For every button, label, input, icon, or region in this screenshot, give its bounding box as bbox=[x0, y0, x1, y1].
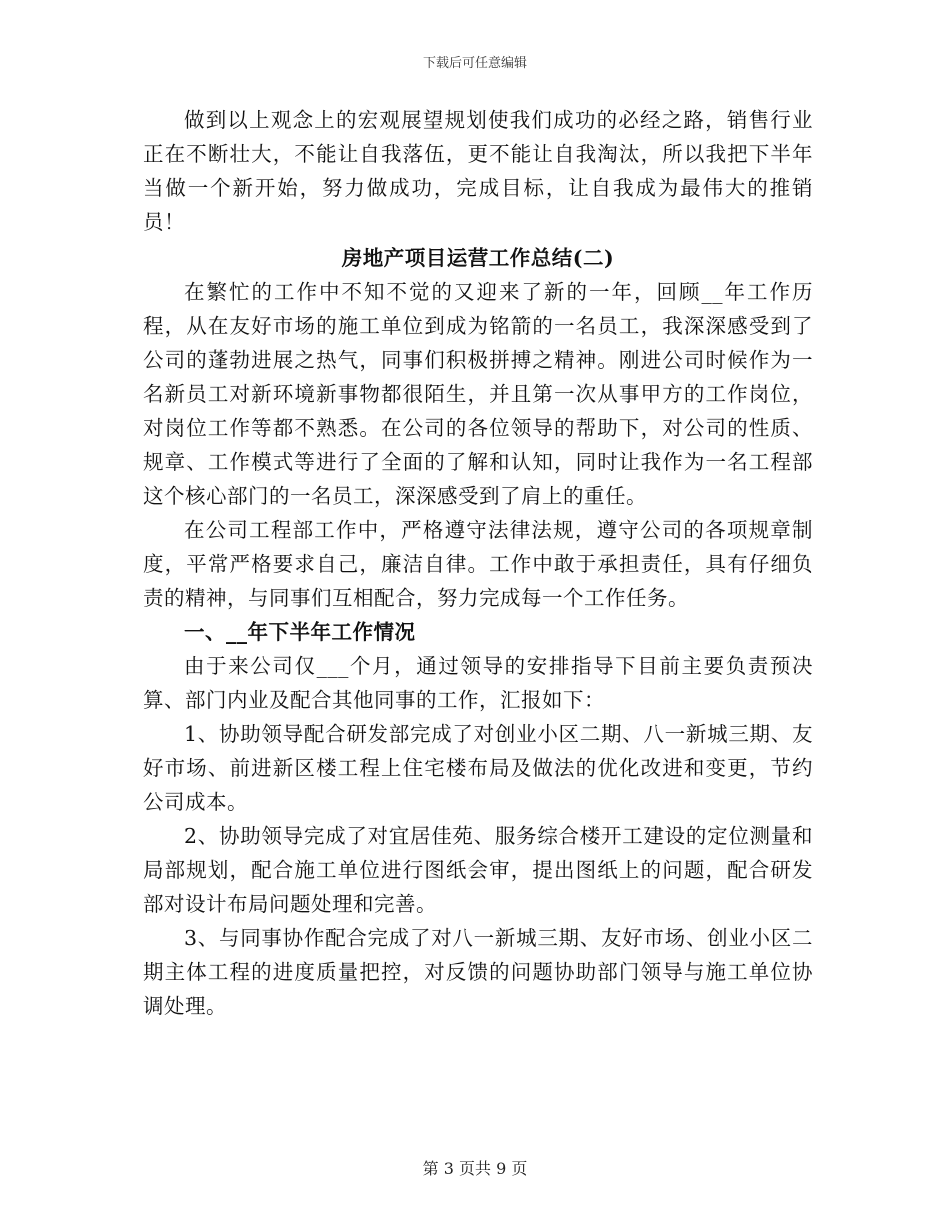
section-heading-1: 一、__年下半年工作情况 bbox=[184, 620, 416, 644]
page-number: 第 3 页共 9 页 bbox=[422, 1159, 528, 1178]
paragraph-intro: 在繁忙的工作中不知不觉的又迎来了新的一年，回顾__年工作历程，从在友好市场的施工单位到成为铭箭的一名员工，我深深感受到了公司的蓬勃进展之热气，同事们积极拼搏之精神。刚进公司时候作为一名新员工对新环境新事物都很陌生，并且第一次从事甲方的工作岗位，对岗位工作等都不熟悉。在公司的各位领导的帮助下，对公司的性质、规章、工作模式等进行了全面的了解和认知，同时让我作为一名工程部这个核心部门的一名员工，深深感受到了肩上的重任。 bbox=[143, 280, 813, 508]
page-header-note: 下载后可任意编辑 bbox=[422, 56, 527, 71]
paragraph-section-intro: 由于来公司仅___个月，通过领导的安排指导下目前主要负责预决算、部门内业及配合其他同事的工作，汇报如下： bbox=[143, 654, 813, 712]
list-item-1: 1、协助领导配合研发部完成了对创业小区二期、八一新城三期、友好市场、前进新区楼工程上住宅楼布局及做法的优化改进和变更，节约公司成本。 bbox=[143, 722, 813, 814]
document-body bbox=[143, 103, 813, 1023]
document-title: 房地产项目运营工作总结(二) bbox=[341, 246, 615, 270]
paragraph-conduct: 在公司工程部工作中，严格遵守法律法规，遵守公司的各项规章制度，平常严格要求自己，廉洁自律。工作中敢于承担责任，具有仔细负责的精神，与同事们互相配合，努力完成每一个工作任务。 bbox=[143, 518, 813, 610]
list-item-3: 3、与同事协作配合完成了对八一新城三期、友好市场、创业小区二期主体工程的进度质量把控，对反馈的问题协助部门领导与施工单位协调处理。 bbox=[143, 926, 813, 1018]
paragraph-closing-previous: 做到以上观念上的宏观展望规划使我们成功的必经之路，销售行业正在不断壮大，不能让自我落伍，更不能让自我淘汰，所以我把下半年当做一个新开始，努力做成功，完成目标，让自我成为最伟大的推销员！ bbox=[143, 108, 813, 234]
list-item-2: 2、协助领导完成了对宜居佳苑、服务综合楼开工建设的定位测量和局部规划，配合施工单位进行图纸会审，提出图纸上的问题，配合研发部对设计布局问题处理和完善。 bbox=[143, 824, 813, 916]
